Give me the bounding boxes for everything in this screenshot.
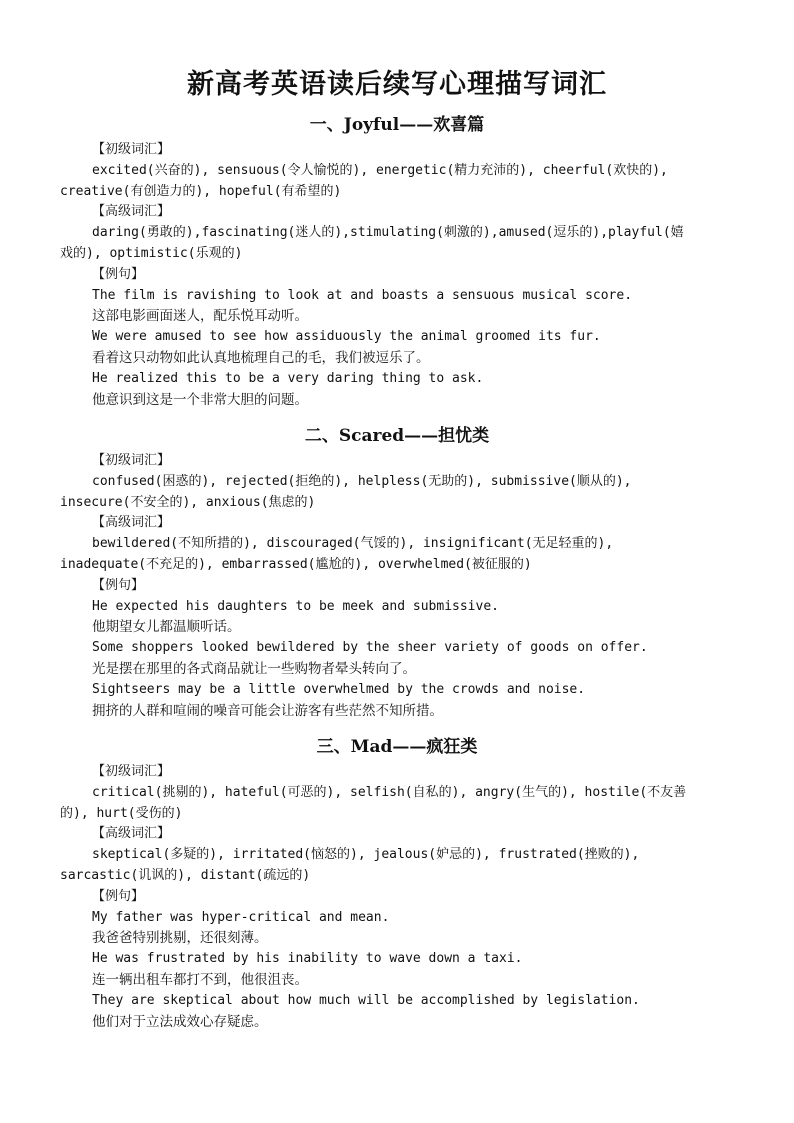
example-label: 【例句】 xyxy=(92,888,145,904)
example-english: Sightseers may be a little overwhelmed by the crowds and noise. xyxy=(92,681,586,697)
example-english: They are skeptical about how much will be accomplished by legislation. xyxy=(92,992,640,1008)
basic-vocab-line: creative(有创造力的), hopeful(有希望的) xyxy=(60,183,342,199)
advanced-vocab-label: 【高级词汇】 xyxy=(92,826,171,842)
section-mad xyxy=(0,734,794,1032)
basic-vocab-line: insecure(不安全的), anxious(焦虑的) xyxy=(60,494,316,510)
section-heading: 三、Mad——疯狂类 xyxy=(316,737,478,757)
example-chinese: 看着这只动物如此认真地梳理自己的毛，我们被逗乐了。 xyxy=(92,349,430,366)
example-chinese: 他意识到这是一个非常大胆的问题。 xyxy=(92,391,308,408)
advanced-vocab-line: daring(勇敢的),fascinating(迷人的),stimulating(刺激的),amused(逗乐的),playful(嬉 xyxy=(92,225,684,241)
basic-vocab-line: critical(挑剔的), hateful(可恶的), selfish(自私的), angry(生气的), hostile(不友善 xyxy=(92,784,687,800)
basic-vocab-line: confused(困惑的), rejected(拒绝的), helpless(无助的), submissive(顺从的), xyxy=(92,473,632,489)
basic-vocab-line: 的), hurt(受伤的) xyxy=(60,805,183,821)
example-chinese: 光是摆在那里的各式商品就让一些购物者晕头转向了。 xyxy=(92,660,416,677)
example-label: 【例句】 xyxy=(92,577,145,593)
advanced-vocab-line: bewildered(不知所措的), discouraged(气馁的), insignificant(无足轻重的), xyxy=(92,536,614,552)
advanced-vocab-line: 戏的), optimistic(乐观的) xyxy=(60,245,243,261)
example-chinese: 拥挤的人群和喧闹的噪音可能会让游客有些茫然不知所措。 xyxy=(92,702,443,719)
example-chinese: 这部电影画面迷人，配乐悦耳动听。 xyxy=(92,308,308,325)
basic-vocab-label: 【初级词汇】 xyxy=(92,453,171,468)
example-english: The film is ravishing to look at and boasts a sensuous musical score. xyxy=(92,287,633,303)
example-english: We were amused to see how assiduously the animal groomed its fur. xyxy=(92,329,601,345)
example-english: My father was hyper-critical and mean. xyxy=(92,909,390,925)
section-scared xyxy=(0,423,794,721)
basic-vocab-label: 【初级词汇】 xyxy=(92,142,171,157)
example-chinese: 他们对于立法成效心存疑虑。 xyxy=(92,1013,268,1030)
example-english: Some shoppers looked bewildered by the sheer variety of goods on offer. xyxy=(92,640,648,656)
example-chinese: 我爸爸特别挑剔，还很刻薄。 xyxy=(92,930,268,947)
advanced-vocab-line: sarcastic(讥讽的), distant(疏远的) xyxy=(60,867,311,883)
document-title: 新高考英语读后续写心理描写词汇 xyxy=(187,69,607,100)
advanced-vocab-label: 【高级词汇】 xyxy=(92,204,171,220)
example-english: He was frustrated by his inability to wave down a taxi. xyxy=(92,951,523,967)
example-chinese: 他期望女儿都温顺听话。 xyxy=(92,619,241,636)
basic-vocab-label: 【初级词汇】 xyxy=(92,764,171,779)
section-heading: 二、Scared——担忧类 xyxy=(304,426,490,446)
example-label: 【例句】 xyxy=(92,266,145,282)
basic-vocab-line: excited(兴奋的), sensuous(令人愉悦的), energetic(精力充沛的), cheerful(欢快的), xyxy=(92,162,668,178)
advanced-vocab-line: inadequate(不充足的), embarrassed(尴尬的), overwhelmed(被征服的) xyxy=(60,556,532,572)
example-chinese: 连一辆出租车都打不到，他很沮丧。 xyxy=(92,971,308,988)
example-english: He expected his daughters to be meek and submissive. xyxy=(92,598,499,614)
section-joyful xyxy=(0,112,794,410)
section-heading: 一、Joyful——欢喜篇 xyxy=(309,115,485,135)
advanced-vocab-label: 【高级词汇】 xyxy=(92,515,171,531)
advanced-vocab-line: skeptical(多疑的), irritated(恼怒的), jealous(妒忌的), frustrated(挫败的), xyxy=(92,847,640,863)
example-english: He realized this to be a very daring thing to ask. xyxy=(92,370,484,386)
